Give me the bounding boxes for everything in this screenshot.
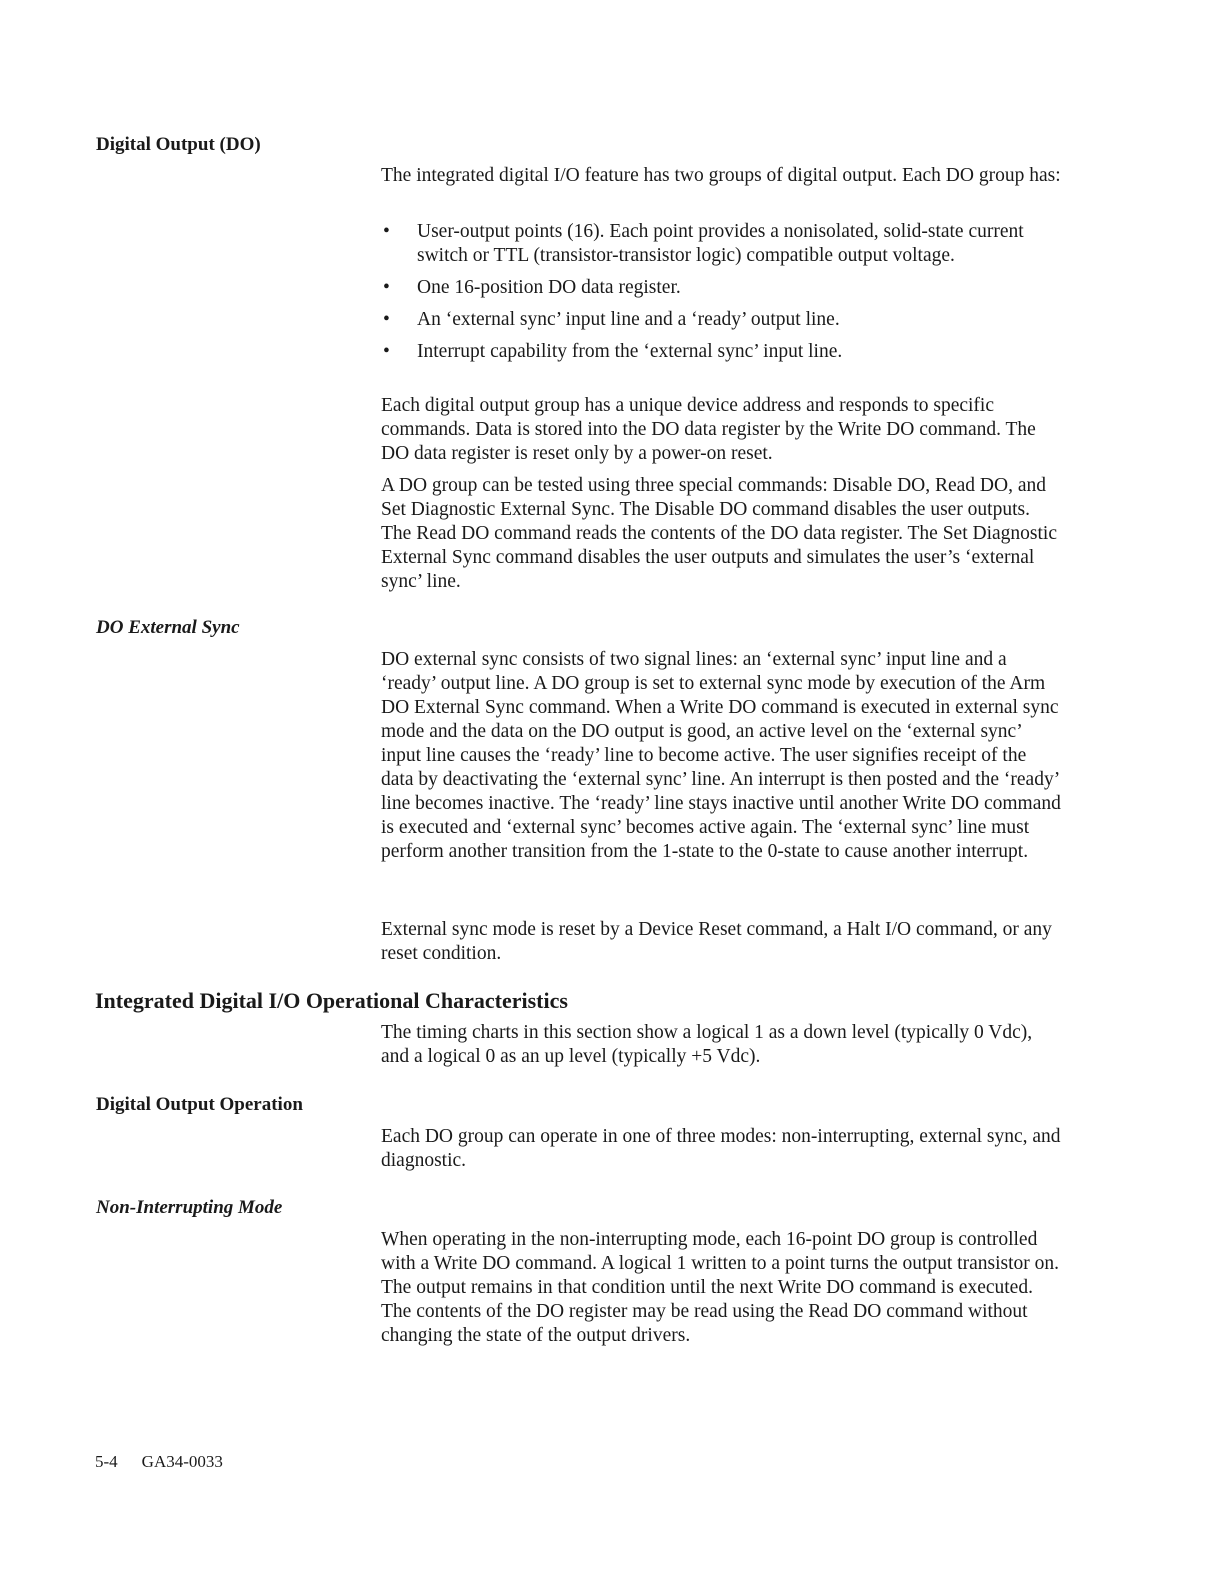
bullet-icon: • — [383, 277, 390, 298]
digital-output-para2 — [381, 394, 1061, 466]
page-number: 5-4 — [95, 1452, 118, 1471]
operational-para1 — [381, 1021, 1061, 1069]
do-operation-para1 — [381, 1125, 1061, 1173]
paragraph: The timing charts in this section show a logical 1 as a down level (typically 0 Vdc), and a logical 0 as an up level (typically +5 Vdc). — [381, 1022, 1033, 1067]
digital-output-intro — [381, 164, 1061, 188]
list-item: • Interrupt capability from the ‘external sync’ input line. — [383, 341, 843, 362]
list-item: • One 16-position DO data register. — [383, 277, 681, 298]
digital-output-feature-list — [381, 220, 1061, 364]
list-item: • User-output points (16). Each point provides a nonisolated, solid-state current switch or TTL (transistor-transistor logic) compatible output voltage. — [383, 221, 1024, 266]
heading-operational-characteristics: Integrated Digital I/O Operational Characteristics — [95, 988, 568, 1013]
do-external-sync-para2 — [381, 918, 1061, 966]
non-interrupting-para1 — [381, 1228, 1061, 1348]
paragraph: When operating in the non-interrupting mode, each 16-point DO group is controlled with a Write DO command. A logical 1 written to a point turns the output transistor on. The output remains in that condition until the next Write DO command is executed. The contents of the DO register may be read using the Read DO command without changing the state of the output drivers. — [381, 1229, 1060, 1346]
bullet-icon: • — [383, 309, 390, 330]
heading-do-external-sync: DO External Sync — [96, 617, 240, 638]
page-footer — [95, 1452, 223, 1472]
list-item: • An ‘external sync’ input line and a ‘ready’ output line. — [383, 309, 840, 330]
paragraph: A DO group can be tested using three special commands: Disable DO, Read DO, and Set Diagnostic External Sync. The Disable DO command disables the user outputs. The Read DO command reads the contents of the DO data register. The Set Diagnostic External Sync command disables the user outputs and simulates the user’s ‘external sync’ line. — [381, 475, 1057, 592]
doc-number: GA34-0033 — [141, 1452, 223, 1471]
heading-non-interrupting-mode: Non-Interrupting Mode — [96, 1197, 283, 1218]
bullet-icon: • — [383, 221, 390, 242]
paragraph: Each digital output group has a unique device address and responds to specific commands. Data is stored into the DO data register by the Write DO command. The DO data register is reset only by a power-on reset. — [381, 395, 1036, 464]
paragraph: The integrated digital I/O feature has two groups of digital output. Each DO group has: — [381, 165, 1061, 186]
paragraph: DO external sync consists of two signal lines: an ‘external sync’ input line and a ‘ready’ output line. A DO group is set to external sync mode by execution of the Arm DO External Sync command. When a Write DO command is executed in external sync mode and the data on the DO output is good, an active level on the ‘external sync’ input line causes the ‘ready’ line to become active. The user signifies receipt of the data by deactivating the ‘external sync’ line. An interrupt is then posted and the ‘ready’ line becomes inactive. The ‘ready’ line stays inactive until another Write DO command is executed and ‘external sync’ becomes active again. The ‘external sync’ line must perform another transition from the 1-state to the 0-state to cause another interrupt. — [381, 649, 1061, 862]
paragraph: External sync mode is reset by a Device Reset command, a Halt I/O command, or any reset condition. — [381, 919, 1052, 964]
paragraph: Each DO group can operate in one of three modes: non-interrupting, external sync, and diagnostic. — [381, 1126, 1061, 1171]
digital-output-para3 — [381, 474, 1061, 594]
do-external-sync-para1 — [381, 648, 1061, 864]
bullet-icon: • — [383, 341, 390, 362]
heading-digital-output-operation: Digital Output Operation — [96, 1094, 303, 1115]
heading-digital-output: Digital Output (DO) — [96, 134, 261, 155]
